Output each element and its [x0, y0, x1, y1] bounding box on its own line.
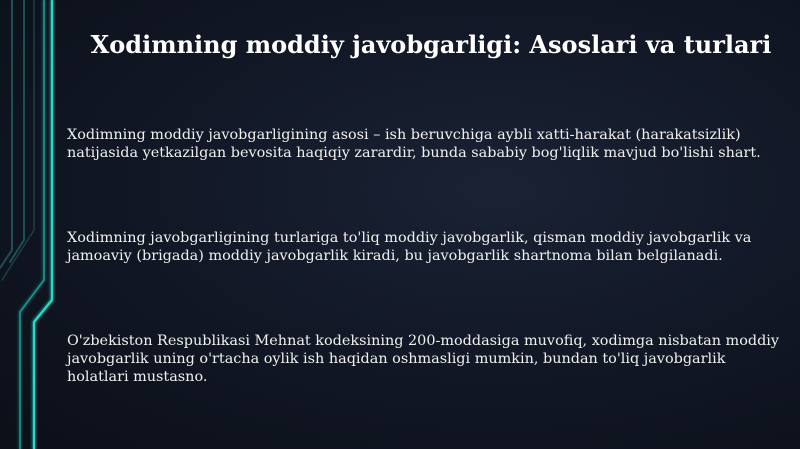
paragraph-legal-limit: O'zbekiston Respublikasi Mehnat kodeksining 200-moddasiga muvofiq, xodimga nisbatan moddiy javobgarlik uning o'rtacha oylik ish haqidan oshmasligi mumkin, bundan to'liq javobgarlik holatlari mustasno. [67, 333, 780, 385]
paragraph-basis: Xodimning moddiy javobgarligining asosi – ish beruvchiga aybli xatti-harakat (harakatsizlik) natijasida yetkazilgan bevosita haqiqiy zarardir, bunda sababiy bog'liqlik mavjud bo'lishi shart. [67, 127, 761, 161]
circuit-line-dark [0, 0, 12, 268]
circuit-line-glow [34, 0, 52, 449]
paragraph-types: Xodimning javobgarligining turlariga to'liq moddiy javobgarlik, qisman moddiy javobgarlik va jamoaviy (brigada) moddiy javobgarlik kiradi, bu javobgarlik shartnoma bilan belgilanadi. [67, 230, 752, 264]
slide-title: Xodimning moddiy javobgarligi: Asoslari va turlari [90, 30, 772, 59]
circuit-line-dark [2, 0, 34, 280]
